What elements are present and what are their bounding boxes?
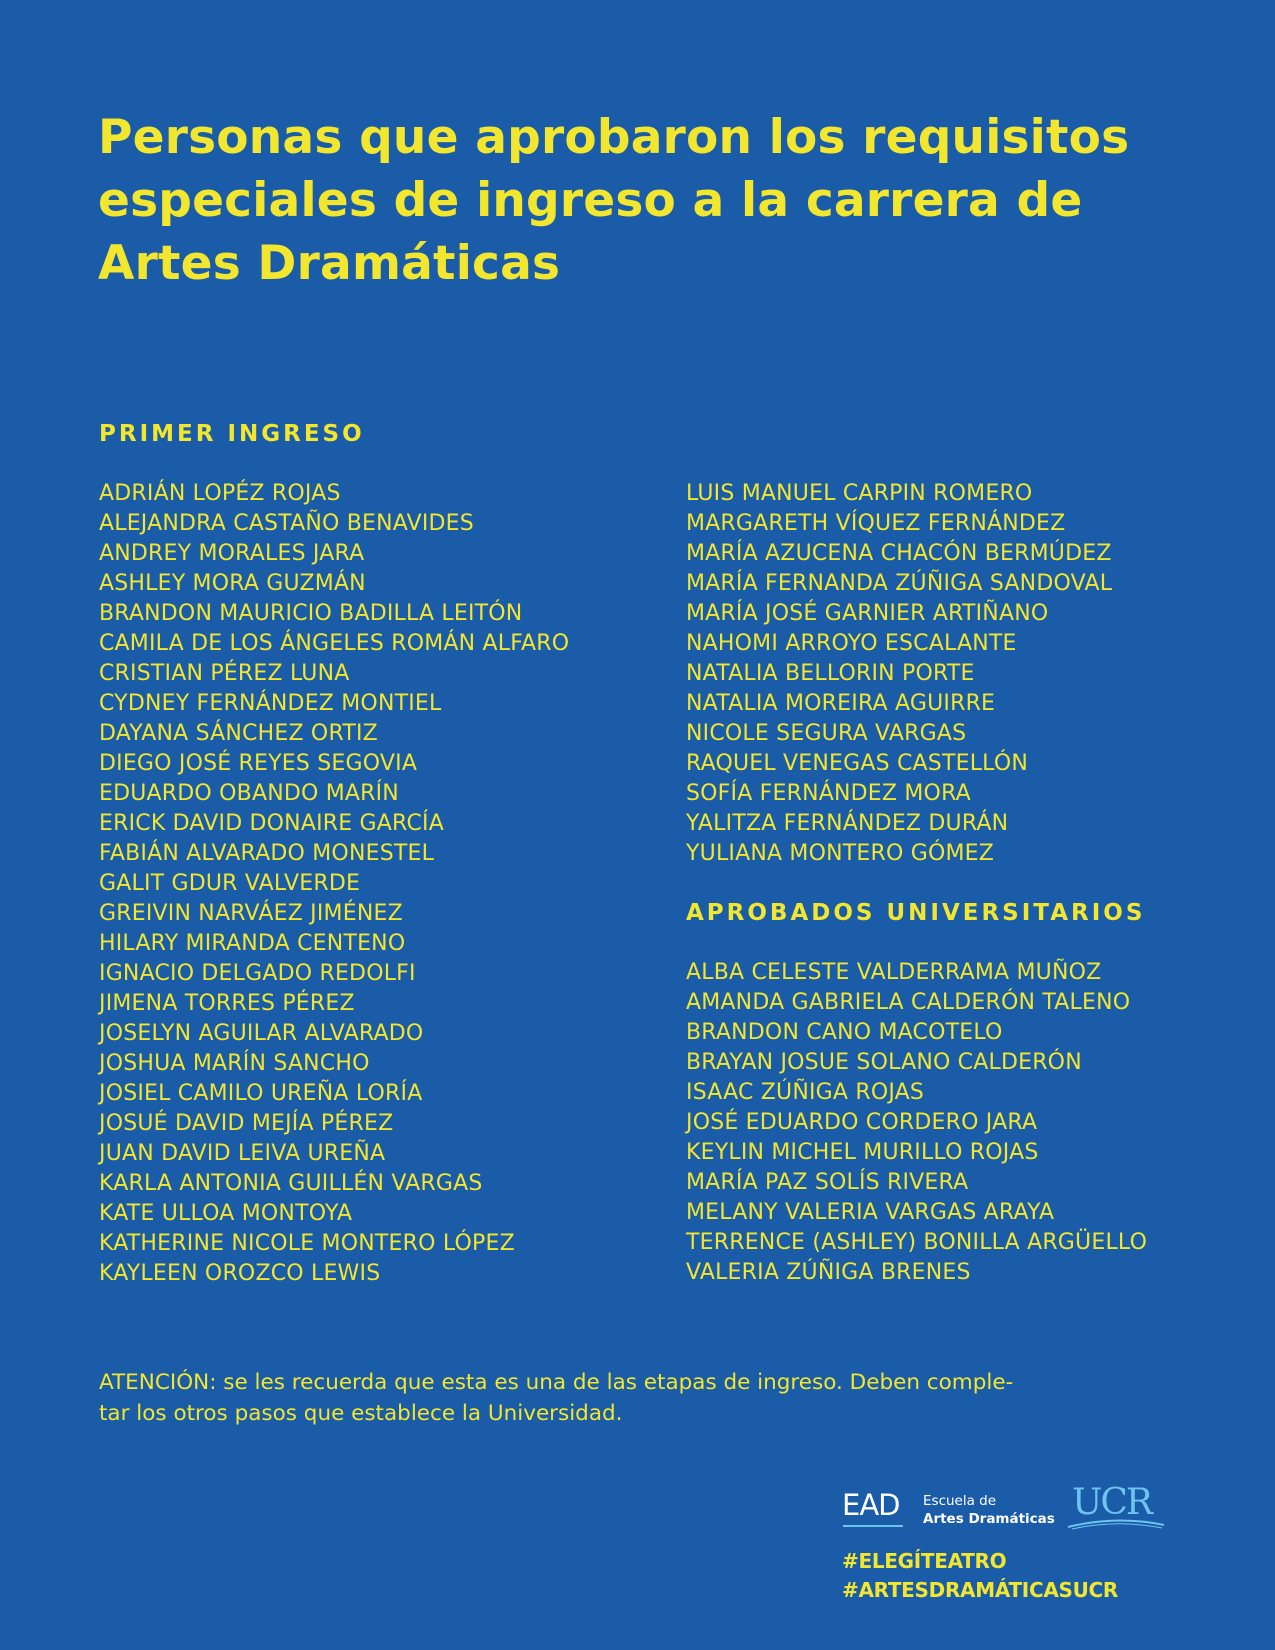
list-item: GALIT GDUR VALVERDE [99, 871, 361, 896]
list-item: KATE ULLOA MONTOYA [99, 1201, 353, 1226]
list-item: DAYANA SÁNCHEZ ORTIZ [99, 721, 378, 746]
list-item: CYDNEY FERNÁNDEZ MONTIEL [99, 691, 442, 716]
list-item: YULIANA MONTERO GÓMEZ [686, 841, 995, 866]
list-item: MARÍA JOSÉ GARNIER ARTIÑANO [686, 601, 1049, 626]
list-item: NAHOMI ARROYO ESCALANTE [686, 631, 1017, 656]
list-item: YALITZA FERNÁNDEZ DURÁN [686, 811, 1009, 836]
list-item: JOSELYN AGUILAR ALVARADO [99, 1021, 424, 1046]
aprobados-universitarios-heading: APROBADOS UNIVERSITARIOS [686, 900, 1146, 926]
escuela-line-1: Escuela de [923, 1493, 997, 1509]
attention-notice [99, 1367, 1179, 1429]
aprobados-universitarios-list [686, 958, 1147, 1288]
list-item: KEYLIN MICHEL MURILLO ROJAS [686, 1140, 1039, 1165]
escuela-name [923, 1492, 1055, 1528]
list-item: ALEJANDRA CASTAÑO BENAVIDES [99, 511, 474, 536]
list-item: HILARY MIRANDA CENTENO [99, 931, 406, 956]
list-item: JOSÉ EDUARDO CORDERO JARA [686, 1110, 1038, 1135]
list-item: KARLA ANTONIA GUILLÉN VARGAS [99, 1171, 483, 1196]
list-item: DIEGO JOSÉ REYES SEGOVIA [99, 751, 418, 776]
list-item: EDUARDO OBANDO MARÍN [99, 781, 399, 806]
list-item: ISAAC ZÚÑIGA ROJAS [686, 1080, 925, 1105]
list-item: KATHERINE NICOLE MONTERO LÓPEZ [99, 1231, 515, 1256]
list-item: MELANY VALERIA VARGAS ARAYA [686, 1200, 1055, 1225]
list-item: JIMENA TORRES PÉREZ [99, 991, 355, 1016]
ead-logo: EAD [842, 1488, 900, 1522]
list-item: CRISTIAN PÉREZ LUNA [99, 661, 350, 686]
list-item: MARÍA PAZ SOLÍS RIVERA [686, 1170, 969, 1195]
list-item: BRAYAN JOSUE SOLANO CALDERÓN [686, 1050, 1082, 1075]
ucr-logo: UCR [1072, 1482, 1151, 1523]
list-item: MARÍA AZUCENA CHACÓN BERMÚDEZ [686, 541, 1112, 566]
hashtags [842, 1547, 1118, 1605]
list-item: ASHLEY MORA GUZMÁN [99, 571, 366, 596]
page-title: Personas que aprobaron los requisitos especiales de ingreso a la carrera de Artes Dramáticas [98, 110, 1130, 291]
primer-ingreso-list-right [686, 479, 1112, 869]
footer-logos [842, 1482, 1182, 1615]
list-item: JUAN DAVID LEIVA UREÑA [99, 1141, 386, 1166]
list-item: MARÍA FERNANDA ZÚÑIGA SANDOVAL [686, 571, 1113, 596]
ead-logo-underline [843, 1525, 903, 1527]
attention-line-1: ATENCIÓN: se les recuerda que esta es una de las etapas de ingreso. Deben comple- [99, 1370, 1014, 1395]
list-item: SOFÍA FERNÁNDEZ MORA [686, 781, 971, 806]
list-item: VALERIA ZÚÑIGA BRENES [686, 1260, 971, 1285]
list-item: NATALIA MOREIRA AGUIRRE [686, 691, 996, 716]
list-item: ADRIÁN LOPÉZ ROJAS [99, 481, 341, 506]
hashtag-elegiteatro[interactable]: #ELEGÍTEATRO [842, 1549, 1007, 1573]
list-item: JOSIEL CAMILO UREÑA LORÍA [99, 1081, 423, 1106]
primer-ingreso-heading: PRIMER INGRESO [99, 421, 365, 447]
list-item: FABIÁN ALVARADO MONESTEL [99, 841, 435, 866]
list-item: JOSUÉ DAVID MEJÍA PÉREZ [99, 1111, 394, 1136]
list-item: BRANDON CANO MACOTELO [686, 1020, 1003, 1045]
list-item: TERRENCE (ASHLEY) BONILLA ARGÜELLO [686, 1230, 1148, 1255]
list-item: KAYLEEN OROZCO LEWIS [99, 1261, 381, 1286]
list-item: AMANDA GABRIELA CALDERÓN TALENO [686, 990, 1131, 1015]
list-item: NATALIA BELLORIN PORTE [686, 661, 975, 686]
hashtag-artesdramaticasucr[interactable]: #ARTESDRAMÁTICASUCR [842, 1578, 1119, 1602]
escuela-line-2: Artes Dramáticas [923, 1511, 1055, 1527]
list-item: IGNACIO DELGADO REDOLFI [99, 961, 416, 986]
list-item: BRANDON MAURICIO BADILLA LEITÓN [99, 601, 523, 626]
list-item: GREIVIN NARVÁEZ JIMÉNEZ [99, 901, 403, 926]
list-item: ALBA CELESTE VALDERRAMA MUÑOZ [686, 960, 1102, 985]
list-item: ANDREY MORALES JARA [99, 541, 365, 566]
ucr-swoosh-icon [1066, 1515, 1166, 1531]
list-item: JOSHUA MARÍN SANCHO [99, 1051, 370, 1076]
primer-ingreso-list-left [99, 479, 569, 1289]
list-item: CAMILA DE LOS ÁNGELES ROMÁN ALFARO [99, 631, 570, 656]
list-item: MARGARETH VÍQUEZ FERNÁNDEZ [686, 511, 1066, 536]
list-item: NICOLE SEGURA VARGAS [686, 721, 967, 746]
list-item: RAQUEL VENEGAS CASTELLÓN [686, 751, 1029, 776]
list-item: ERICK DAVID DONAIRE GARCÍA [99, 811, 444, 836]
list-item: LUIS MANUEL CARPIN ROMERO [686, 481, 1033, 506]
attention-line-2: tar los otros pasos que establece la Universidad. [99, 1401, 623, 1426]
